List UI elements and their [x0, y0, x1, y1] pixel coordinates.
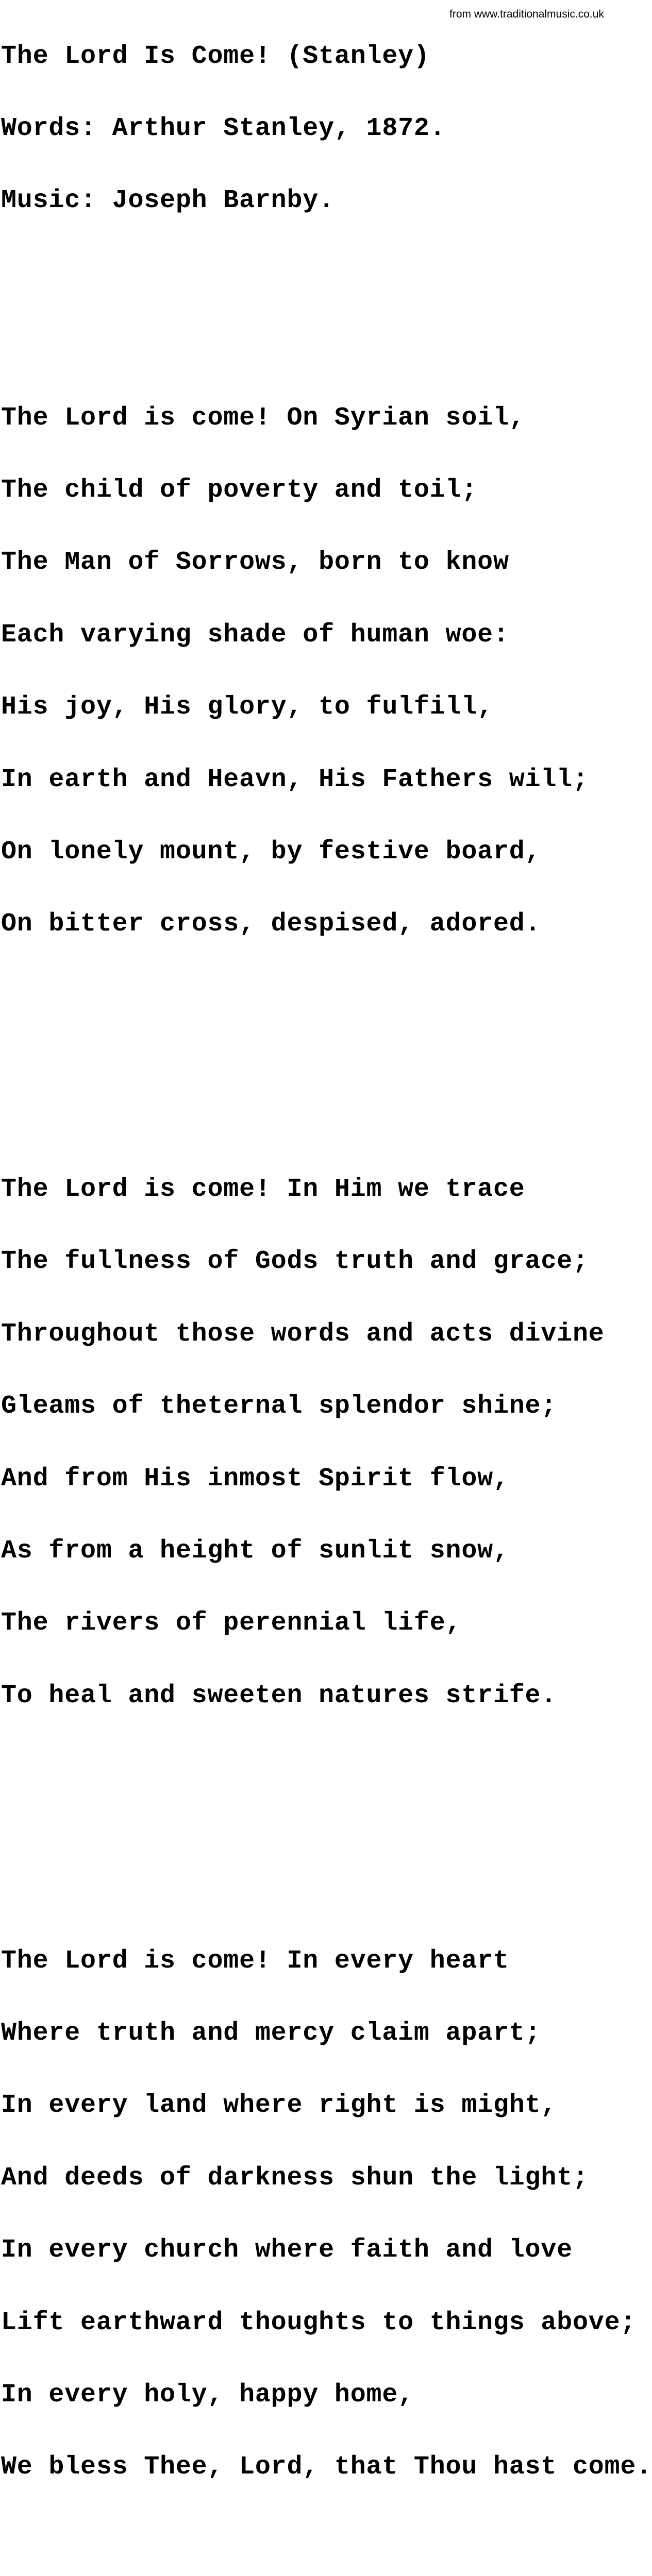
- source-credit: from www.traditionalmusic.co.uk: [449, 8, 604, 20]
- words-credit: Words: Arthur Stanley, 1872.: [1, 113, 446, 143]
- hymn-title: The Lord Is Come! (Stanley): [1, 41, 430, 71]
- verse-line: As from a height of sunlit snow,: [1, 1536, 509, 1566]
- verse-line: His joy, His glory, to fulfill,: [1, 692, 493, 722]
- verse-line: And from His inmost Spirit flow,: [1, 1464, 509, 1494]
- verse-line: In every holy, happy home,: [1, 2380, 414, 2410]
- stanza-gap: [1, 262, 652, 286]
- verse-1: [1, 358, 652, 985]
- verse-line: The Lord is come! In Him we trace: [1, 1175, 525, 1205]
- verse-line: Gleams of theternal splendor shine;: [1, 1392, 557, 1421]
- verse-line: In every church where faith and love: [1, 2235, 573, 2265]
- verse-2: [1, 1129, 652, 1756]
- verse-3: [1, 1901, 652, 2528]
- verse-line: The rivers of perennial life,: [1, 1608, 462, 1638]
- verse-line: In earth and Heavn, His Fathers will;: [1, 765, 589, 794]
- verse-line: The Man of Sorrows, born to know: [1, 548, 509, 578]
- verse-line: To heal and sweeten natures strife.: [1, 1681, 557, 1710]
- verse-line: The child of poverty and toil;: [1, 475, 478, 505]
- verse-line: In every land where right is might,: [1, 2091, 557, 2121]
- verse-line: Throughout those words and acts divine: [1, 1319, 605, 1349]
- verse-line: Where truth and mercy claim apart;: [1, 2018, 541, 2048]
- verse-line: The Lord is come! On Syrian soil,: [1, 403, 525, 433]
- stanza-gap: [1, 1805, 652, 1829]
- hymn-text: [1, 0, 652, 2576]
- verse-line: Each varying shade of human woe:: [1, 620, 509, 650]
- verse-line: We bless Thee, Lord, that Thou hast come.: [1, 2452, 652, 2482]
- verse-line: On bitter cross, despised, adored.: [1, 909, 541, 939]
- verse-line: The fullness of Gods truth and grace;: [1, 1247, 589, 1277]
- verse-line: Lift earthward thoughts to things above;: [1, 2308, 637, 2337]
- verse-line: On lonely mount, by festive board,: [1, 837, 541, 867]
- stanza-gap: [1, 1033, 652, 1057]
- music-credit: Music: Joseph Barnby.: [1, 186, 335, 216]
- verse-line: And deeds of darkness shun the light;: [1, 2163, 589, 2193]
- verse-line: The Lord is come! In every heart: [1, 1946, 509, 1976]
